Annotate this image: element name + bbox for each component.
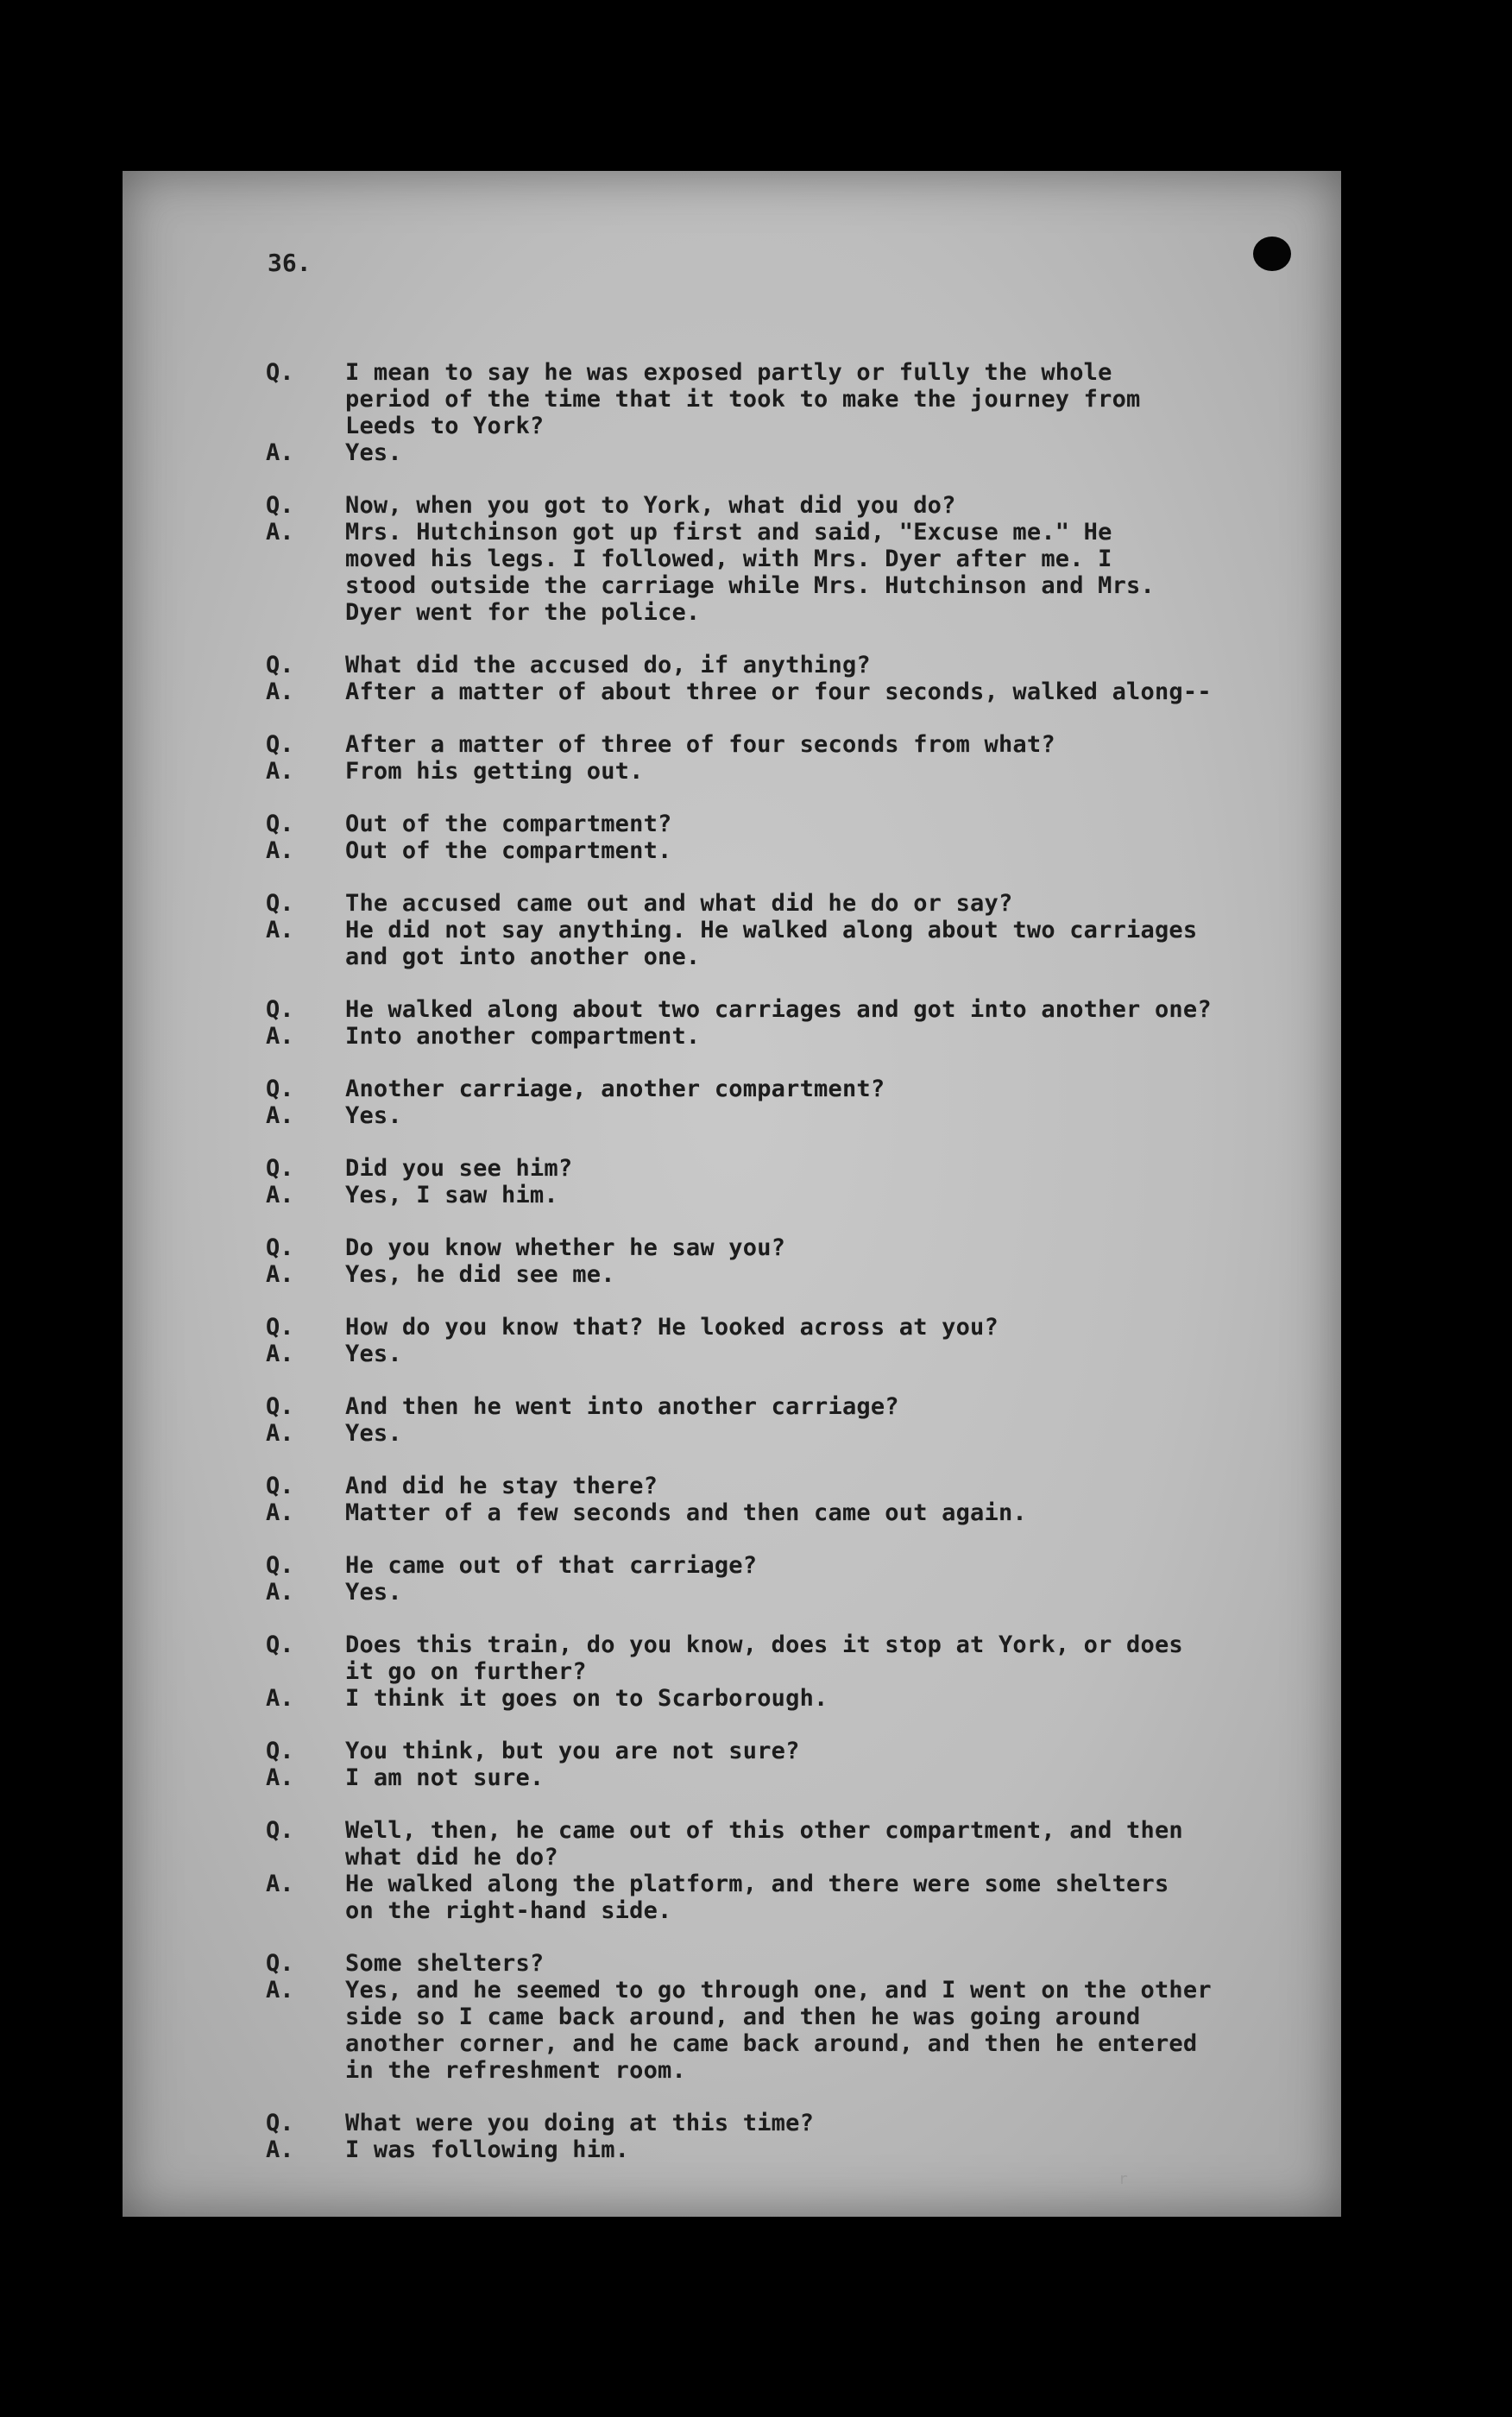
footer-mark: r: [1118, 2170, 1128, 2188]
question-label: Q.: [266, 1631, 294, 1658]
answer-text: Mrs. Hutchinson got up first and said, "Excuse me." He moved his legs. I followed, with Mrs. Dyer after me. I stood outside the carriage while Mrs. Hutchinson and Mrs. Dyer went for the police.: [345, 519, 1155, 626]
question-label: Q.: [266, 996, 294, 1023]
question-line: [266, 1738, 1319, 1764]
answer-line: [266, 1261, 1319, 1288]
question-line: [266, 1076, 1319, 1102]
answer-line: [266, 1871, 1319, 1924]
answer-label: A.: [266, 917, 294, 943]
qa-pair: [266, 1076, 1319, 1129]
question-label: Q.: [266, 1234, 294, 1261]
question-text: Does this train, do you know, does it stop at York, or does it go on further?: [345, 1631, 1183, 1685]
qa-pair: [266, 652, 1319, 705]
question-text: And then he went into another carriage?: [345, 1393, 899, 1420]
qa-pair: [266, 2110, 1319, 2163]
answer-line: [266, 439, 1319, 466]
question-text: He came out of that carriage?: [345, 1552, 758, 1579]
answer-line: [266, 1420, 1319, 1447]
question-line: [266, 2110, 1319, 2136]
answer-line: [266, 758, 1319, 785]
answer-text: Into another compartment.: [345, 1023, 701, 1050]
question-line: [266, 1552, 1319, 1579]
answer-text: Yes.: [345, 439, 402, 466]
answer-text: Yes.: [345, 1102, 402, 1129]
answer-text: I think it goes on to Scarborough.: [345, 1685, 828, 1712]
question-line: [266, 652, 1319, 678]
question-line: [266, 1314, 1319, 1341]
answer-line: [266, 1102, 1319, 1129]
answer-text: Yes, I saw him.: [345, 1182, 558, 1208]
question-label: Q.: [266, 1738, 294, 1764]
answer-label: A.: [266, 1102, 294, 1129]
answer-text: Yes.: [345, 1341, 402, 1367]
question-line: [266, 890, 1319, 917]
answer-label: A.: [266, 1499, 294, 1526]
answer-line: [266, 1182, 1319, 1208]
question-text: Did you see him?: [345, 1155, 573, 1182]
qa-pair: [266, 890, 1319, 970]
question-line: [266, 731, 1319, 758]
question-line: [266, 811, 1319, 837]
question-line: [266, 492, 1319, 519]
question-text: He walked along about two carriages and got into another one?: [345, 996, 1212, 1023]
question-text: Another carriage, another compartment?: [345, 1076, 885, 1102]
answer-label: A.: [266, 1977, 294, 2004]
question-label: Q.: [266, 1393, 294, 1420]
question-text: What were you doing at this time?: [345, 2110, 815, 2136]
answer-label: A.: [266, 2136, 294, 2163]
question-label: Q.: [266, 1314, 294, 1341]
qa-pair: [266, 1393, 1319, 1447]
qa-pair: [266, 1234, 1319, 1288]
answer-text: Out of the compartment.: [345, 837, 672, 864]
question-label: Q.: [266, 811, 294, 837]
question-line: [266, 359, 1319, 439]
answer-label: A.: [266, 1182, 294, 1208]
answer-label: A.: [266, 1023, 294, 1050]
question-text: And did he stay there?: [345, 1473, 658, 1499]
qa-pair: [266, 996, 1319, 1050]
answer-label: A.: [266, 439, 294, 466]
answer-text: I was following him.: [345, 2136, 630, 2163]
answer-label: A.: [266, 1871, 294, 1897]
answer-line: [266, 2136, 1319, 2163]
question-text: How do you know that? He looked across at you?: [345, 1314, 999, 1341]
qa-pair: [266, 1473, 1319, 1526]
question-label: Q.: [266, 1473, 294, 1499]
question-text: Some shelters?: [345, 1950, 545, 1977]
question-label: Q.: [266, 652, 294, 678]
question-text: Out of the compartment?: [345, 811, 672, 837]
qa-pair: [266, 1552, 1319, 1606]
punch-hole: [1253, 237, 1291, 271]
question-text: What did the accused do, if anything?: [345, 652, 871, 678]
qa-pair: [266, 359, 1319, 466]
question-line: [266, 1817, 1319, 1871]
answer-label: A.: [266, 1579, 294, 1606]
question-label: Q.: [266, 1552, 294, 1579]
answer-line: [266, 1764, 1319, 1791]
question-label: Q.: [266, 492, 294, 519]
document-page: [123, 171, 1341, 2217]
question-label: Q.: [266, 890, 294, 917]
question-text: Now, when you got to York, what did you do?: [345, 492, 956, 519]
answer-label: A.: [266, 1764, 294, 1791]
answer-label: A.: [266, 758, 294, 785]
question-label: Q.: [266, 1076, 294, 1102]
answer-text: Matter of a few seconds and then came out again.: [345, 1499, 1027, 1526]
qa-pair: [266, 1950, 1319, 2084]
answer-label: A.: [266, 1420, 294, 1447]
qa-pair: [266, 1155, 1319, 1208]
qa-pair: [266, 1314, 1319, 1367]
question-text: Well, then, he came out of this other compartment, and then what did he do?: [345, 1817, 1183, 1871]
transcript: [266, 359, 1319, 2189]
answer-line: [266, 519, 1319, 626]
question-text: After a matter of three of four seconds from what?: [345, 731, 1055, 758]
question-label: Q.: [266, 1155, 294, 1182]
question-line: [266, 1155, 1319, 1182]
answer-label: A.: [266, 1685, 294, 1712]
qa-pair: [266, 811, 1319, 864]
answer-line: [266, 1685, 1319, 1712]
qa-pair: [266, 731, 1319, 785]
qa-pair: [266, 1817, 1319, 1924]
answer-label: A.: [266, 1341, 294, 1367]
question-label: Q.: [266, 359, 294, 386]
page-number: 36.: [268, 249, 312, 277]
answer-label: A.: [266, 519, 294, 546]
question-label: Q.: [266, 1950, 294, 1977]
answer-line: [266, 1579, 1319, 1606]
qa-pair: [266, 492, 1319, 626]
question-text: Do you know whether he saw you?: [345, 1234, 786, 1261]
question-line: [266, 1473, 1319, 1499]
question-text: You think, but you are not sure?: [345, 1738, 800, 1764]
question-text: I mean to say he was exposed partly or fully the whole period of the time that it took to make the journey from Leeds to York?: [345, 359, 1141, 439]
answer-line: [266, 678, 1319, 705]
answer-text: Yes, he did see me.: [345, 1261, 615, 1288]
answer-text: He walked along the platform, and there were some shelters on the right-hand side.: [345, 1871, 1169, 1924]
answer-line: [266, 1977, 1319, 2084]
question-label: Q.: [266, 1817, 294, 1844]
answer-label: A.: [266, 1261, 294, 1288]
answer-line: [266, 837, 1319, 864]
question-line: [266, 1631, 1319, 1685]
answer-text: I am not sure.: [345, 1764, 545, 1791]
question-text: The accused came out and what did he do or say?: [345, 890, 1013, 917]
answer-label: A.: [266, 678, 294, 705]
answer-text: Yes.: [345, 1420, 402, 1447]
answer-line: [266, 1499, 1319, 1526]
answer-line: [266, 917, 1319, 970]
question-line: [266, 1234, 1319, 1261]
answer-text: He did not say anything. He walked along about two carriages and got into another one.: [345, 917, 1198, 970]
question-line: [266, 1393, 1319, 1420]
answer-line: [266, 1023, 1319, 1050]
answer-label: A.: [266, 837, 294, 864]
question-label: Q.: [266, 731, 294, 758]
question-line: [266, 996, 1319, 1023]
answer-text: Yes, and he seemed to go through one, and I went on the other side so I came back around, and then he was going around another corner, and he came back around, and then he entered in the refreshment room.: [345, 1977, 1212, 2084]
answer-text: Yes.: [345, 1579, 402, 1606]
answer-text: After a matter of about three or four seconds, walked along--: [345, 678, 1212, 705]
qa-pair: [266, 1738, 1319, 1791]
answer-text: From his getting out.: [345, 758, 644, 785]
question-label: Q.: [266, 2110, 294, 2136]
answer-line: [266, 1341, 1319, 1367]
question-line: [266, 1950, 1319, 1977]
qa-pair: [266, 1631, 1319, 1712]
